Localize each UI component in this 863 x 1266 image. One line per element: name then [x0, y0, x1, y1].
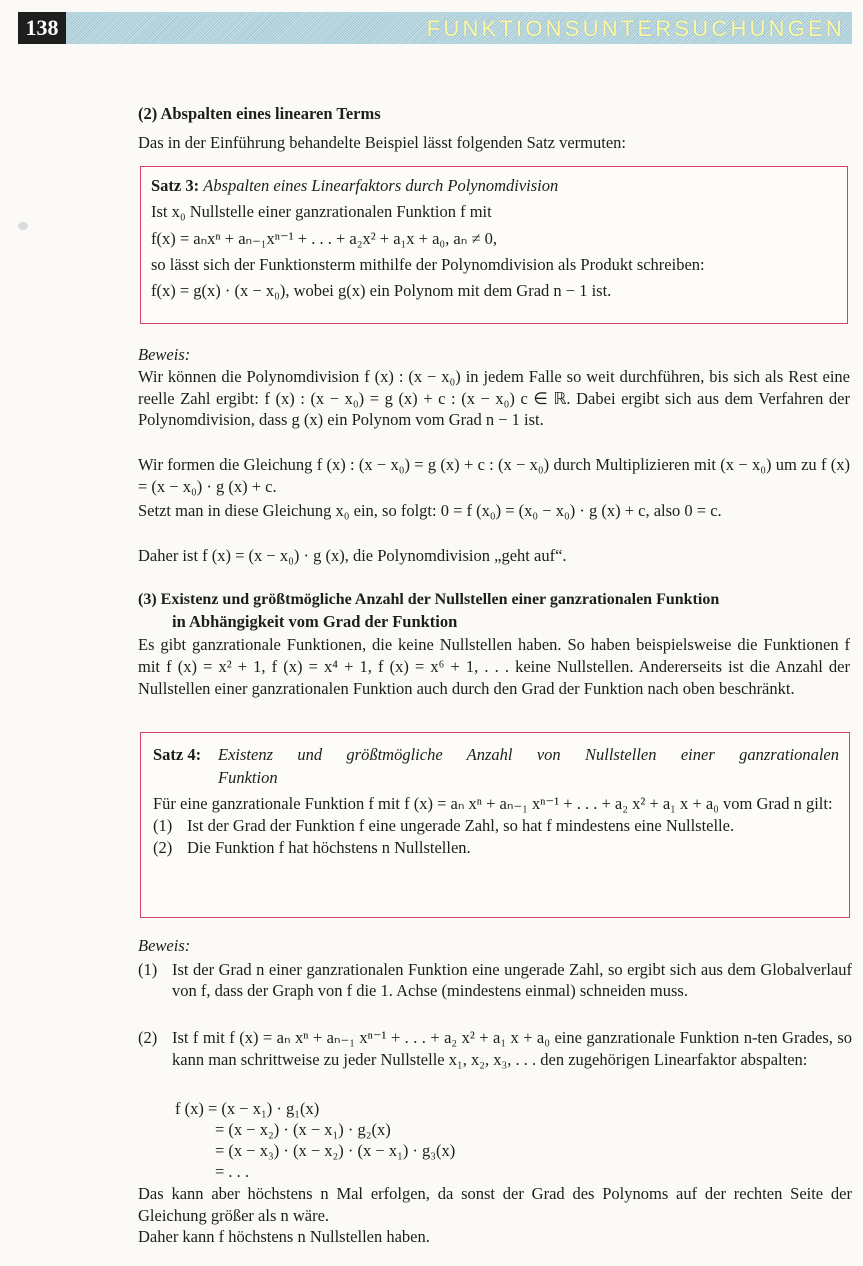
page-number: 138 [18, 12, 66, 44]
beweis-2-equation-3: = (x − x₃) · (x − x₂) · (x − x₁) · g₃(x) [215, 1141, 456, 1160]
satz-4-item-2-number: (2) [153, 838, 173, 858]
satz-4-heading [153, 744, 839, 789]
satz-3-heading [151, 175, 847, 198]
beweis-2-item-2-number: (2) [138, 1028, 158, 1047]
section-3-heading-line1: (3) Existenz und größtmögliche Anzahl der Nullstellen einer ganzrationalen Funktion [138, 591, 720, 608]
beweis-2-item-1-number: (1) [138, 960, 158, 979]
beweis-2-equation-4: = . . . [215, 1162, 250, 1181]
satz-4-title-line1: Existenz und größtmögliche Anzahl von Nullstellen einer ganzrationalen [218, 745, 839, 764]
satz-4-intro: Für eine ganzrationale Funktion f mit f (x) = aₙ xⁿ + aₙ₋₁ xⁿ⁻¹ + . . . + a₂ x² + a₁ x + a₀ vom Grad n gilt: [153, 794, 833, 814]
beweis-1-paragraph-2: Wir formen die Gleichung f (x) : (x − x₀) = g (x) + c : (x − x₀) durch Multiplizieren mit (x − x₀) um zu f (x) = (x − x₀) · g (x) + c. [138, 455, 850, 496]
beweis-2-equation-2: = (x − x₂) · (x − x₁) · g₂(x) [215, 1120, 391, 1139]
beweis-2-equation-1: f (x) = (x − x₁) · g₁(x) [175, 1099, 320, 1118]
beweis-1-paragraph-3: Setzt man in diese Gleichung x₀ ein, so folgt: 0 = f (x₀) = (x₀ − x₀) · g (x) + c, also 0 = c. [138, 501, 722, 520]
satz-3-title: Abspalten eines Linearfaktors durch Polynomdivision [203, 176, 559, 195]
beweis-2-item-2 [138, 1027, 852, 1070]
beweis-2-item-1 [138, 959, 852, 1001]
satz-4-item-1-text: Ist der Grad der Funktion f eine ungerade Zahl, so hat f mindestens eine Nullstelle. [187, 815, 735, 835]
satz-3-line3: so lässt sich der Funktionsterm mithilfe der Polynomdivision als Produkt schreiben: [151, 254, 705, 274]
satz-4-box [140, 732, 850, 918]
satz-3-formula: f(x) = aₙxⁿ + aₙ₋₁xⁿ⁻¹ + . . . + a₂x² + a₁x + a₀, aₙ ≠ 0, [151, 229, 498, 249]
beweis-1-label: Beweis: [138, 345, 191, 364]
satz-4-item-1-number: (1) [153, 815, 173, 835]
satz-4-title-line2: Funktion [218, 767, 278, 787]
satz-4-title [218, 744, 839, 789]
section-3-heading-line2: in Abhängigkeit vom Grad der Funktion [172, 612, 458, 631]
satz-4-item-2 [153, 837, 839, 860]
beweis-1-paragraph-4: Daher ist f (x) = (x − x₀) · g (x), die Polynomdivision „geht auf“. [138, 546, 567, 565]
beweis-2-item-1-text: Ist der Grad n einer ganzrationalen Funktion eine ungerade Zahl, so ergibt sich aus dem Globalverlauf von f, dass der Graph von f die 1. Achse (mindestens einmal) schneiden muss. [172, 960, 852, 1000]
beweis-2-paragraph-2: Daher kann f höchstens n Nullstellen haben. [138, 1227, 430, 1246]
satz-3-line4: f(x) = g(x) · (x − x₀), wobei g(x) ein Polynom mit dem Grad n − 1 ist. [151, 281, 612, 301]
beweis-2-item-2-text: Ist f mit f (x) = aₙ xⁿ + aₙ₋₁ xⁿ⁻¹ + . . . + a₂ x² + a₁ x + a₀ eine ganzrationale Funktion n-ten Grades, so kann man schrittweise zu jeder Nullstelle x₁, x₂, x₃, . . . den zugehörigen Linearfaktor abspalten: [172, 1028, 852, 1069]
chapter-title: FUNKTIONSUNTERSUCHUNGEN [426, 16, 845, 41]
beweis-2-label: Beweis: [138, 936, 191, 955]
satz-4-label: Satz 4: [153, 745, 202, 764]
satz-3-line1: Ist x₀ Nullstelle einer ganzrationalen Funktion f mit [151, 201, 492, 221]
margin-smudge [18, 222, 28, 230]
satz-4-item-1 [153, 815, 839, 838]
section-2-heading: (2) Abspalten eines linearen Terms [138, 104, 381, 123]
beweis-2-paragraph-1: Das kann aber höchstens n Mal erfolgen, da sonst der Grad des Polynoms auf der rechten Seite der Gleichung größer als n wäre. [138, 1184, 852, 1225]
section-3-paragraph: Es gibt ganzrationale Funktionen, die keine Nullstellen haben. So haben beispielsweise die Funktionen f mit f (x) = x² + 1, f (x) = x⁴ + 1, f (x) = x⁶ + 1, . . . keine Nullstellen. Andererseits ist die Anzahl der Nullstellen einer ganzrationalen Funktion auch durch den Grad der Funktion nach oben beschränkt. [138, 635, 850, 698]
satz-3-label: Satz 3: [151, 176, 200, 195]
satz-4-item-2-text: Die Funktion f hat höchstens n Nullstellen. [187, 838, 471, 858]
satz-3-box [140, 166, 848, 324]
section-2-intro: Das in der Einführung behandelte Beispiel lässt folgenden Satz vermuten: [138, 133, 626, 152]
beweis-1-paragraph-1: Wir können die Polynomdivision f (x) : (x − x₀) in jedem Falle so weit durchführen, bis sich als Rest eine reelle Zahl ergibt: f (x) : (x − x₀) = g (x) + c : (x − x₀) c ∈ ℝ. Dabei ergibt sich aus dem Verfahren der Polynomdivision, dass g (x) ein Polynom vom Grad n − 1 ist. [138, 367, 850, 429]
